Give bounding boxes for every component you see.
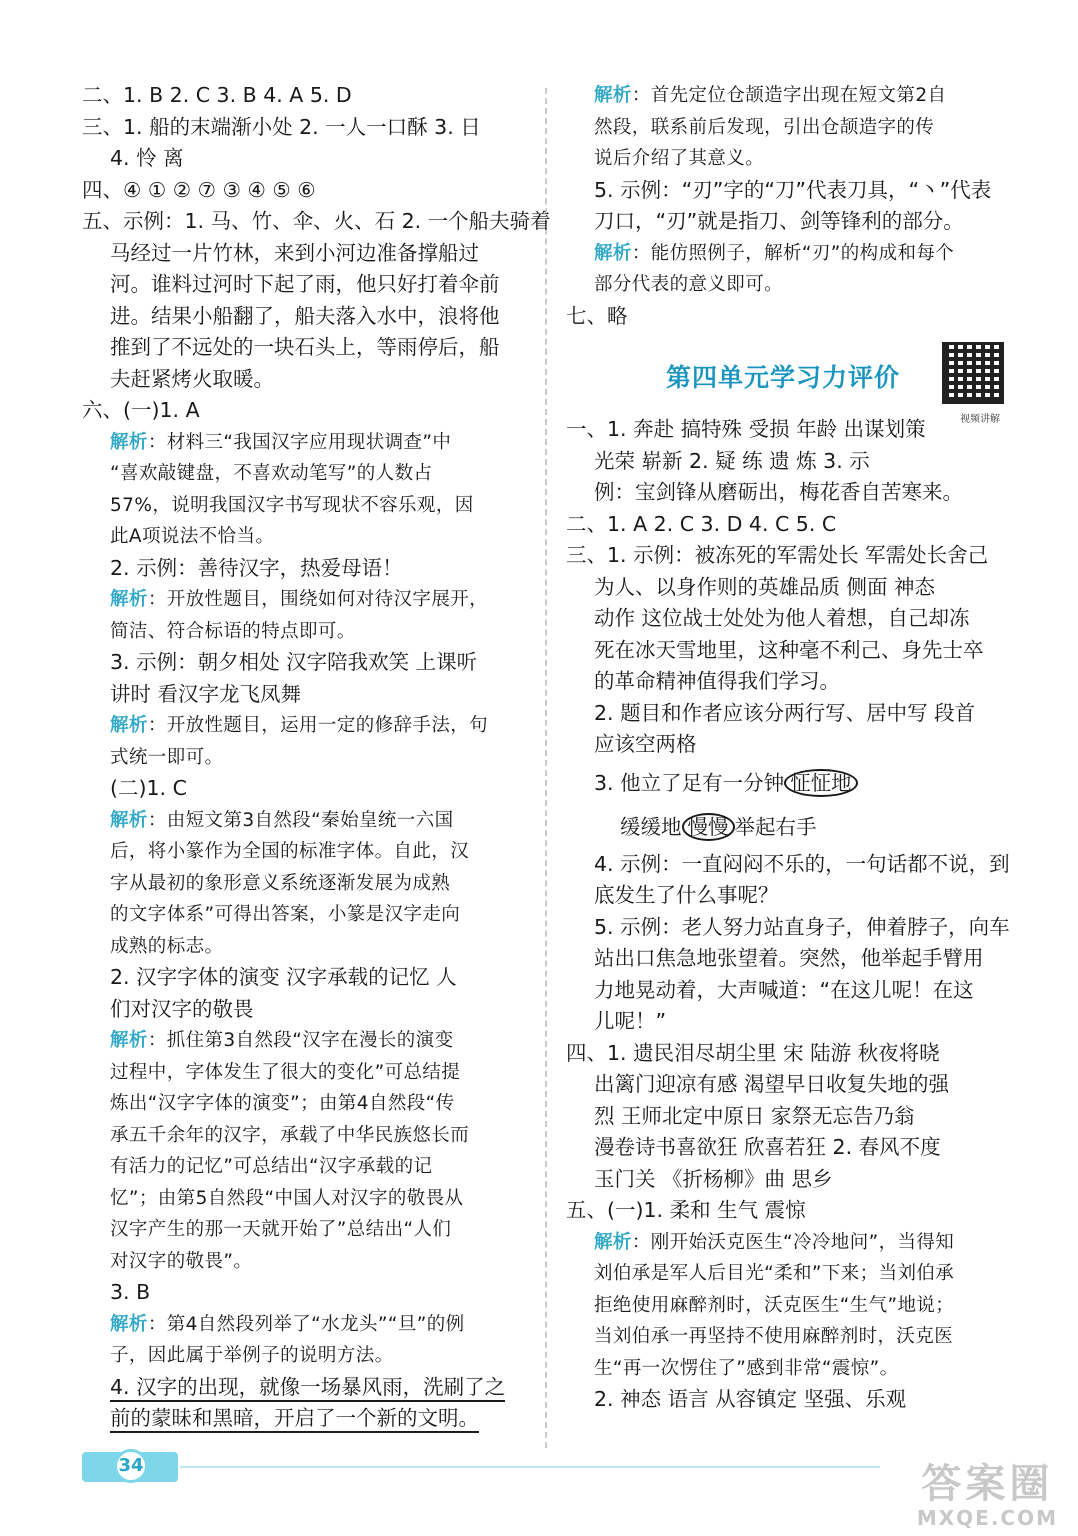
answer-line: [566, 1384, 1014, 1416]
answer-text: 2. 题目和作者应该分两行写、居中写 段首: [594, 700, 976, 725]
answer-line: [82, 1246, 522, 1278]
answer-line: [566, 880, 1014, 912]
answer-text: 七、略: [566, 303, 628, 328]
answer-line: [82, 301, 522, 333]
answer-line: [82, 1277, 522, 1309]
answer-text: 四、④ ① ② ⑦ ③ ④ ⑤ ⑥: [82, 177, 316, 202]
analysis-tag: 解析: [594, 242, 632, 264]
answer-text: 承五千余年的汉字，承载了中华民族悠长而: [110, 1124, 470, 1146]
answer-text: ：抓住第3自然段“汉字在漫长的演变: [147, 1030, 454, 1051]
answer-line: [566, 1353, 1014, 1385]
answer-text: 3. B: [110, 1280, 151, 1304]
answer-text: 光荣 崭新 2. 疑 练 遗 炼 3. 示: [594, 448, 870, 473]
answer-line: [82, 679, 522, 711]
answer-line: [82, 1372, 522, 1404]
answer-text: 4. 汉字的出现，就像一场暴风雨，洗刷了之: [110, 1375, 505, 1402]
answer-text: 五、(一)1. 柔和 生气 震惊: [566, 1198, 806, 1222]
answer-text: 说后介绍了其意义。: [594, 148, 765, 169]
answer-line: [82, 80, 522, 112]
answer-line: [566, 269, 1014, 301]
answer-text: 讲时 看汉字龙飞凤舞: [110, 681, 302, 706]
answer-line: [82, 112, 522, 144]
answer-line: [82, 836, 522, 868]
answer-text: 拒绝使用麻醉剂时，沃克医生“生气”地说；: [594, 1294, 955, 1316]
answer-text: ：开放性题目，围绕如何对待汉字展开，: [147, 589, 489, 610]
answer-line: [566, 509, 1014, 541]
answer-text: 动作 这位战士处处为他人着想，自己却冻: [594, 606, 970, 630]
answer-line: [566, 446, 1014, 478]
answer-text: 三、1. 示例：被冻死的军需处长 军需处长舍己: [566, 543, 989, 567]
analysis-tag: 解析: [110, 809, 148, 831]
answer-text: 前的蒙昧和黑暗，开启了一个新的文明。: [110, 1406, 479, 1433]
answer-line: [566, 1132, 1014, 1164]
answer-line: [566, 175, 1014, 207]
qr-code-icon[interactable]: [942, 342, 1004, 404]
answer-text: 马经过一片竹林，来到小河边准备撑船过: [110, 240, 479, 265]
answer-text: 三、1. 船的末端渐小处 2. 一人一口酥 3. 日: [82, 114, 481, 139]
answer-text: 子，因此属于举例子的说明方法。: [110, 1345, 394, 1366]
answer-text: 死在冰天雪地里，这种毫不利己、身先士卒: [594, 637, 984, 662]
analysis-tag: 解析: [594, 1231, 632, 1253]
answer-line: [82, 269, 522, 301]
answer-text: 有活力的记忆”可总结出“汉字承载的记: [110, 1156, 433, 1177]
answer-text: 例：宝剑锋从磨砺出，梅花香自苦寒来。: [594, 480, 963, 504]
answer-text: 力地晃动着，大声喊道：“在这儿呢！在这: [594, 977, 974, 1002]
answer-text: 4. 怜 离: [110, 146, 184, 170]
answer-text: 出篱门迎凉有感 渴望早日收复失地的强: [594, 1072, 950, 1096]
answer-line: [82, 395, 522, 427]
answer-line: [566, 301, 1014, 333]
footer-line: [180, 1466, 880, 1468]
answer-text: 的文字体系”可得出答案，小篆是汉字走向: [110, 904, 461, 925]
answer-text: 玉门关 《折杨柳》曲 思乡: [594, 1166, 833, 1191]
answer-text: 当刘伯承一再坚持不使用麻醉剂时，沃克医: [594, 1326, 954, 1347]
answer-text: 为人、以身作则的英雄品质 侧面 神态: [594, 574, 936, 599]
answer-text: 式统一即可。: [110, 746, 224, 768]
answer-line: [82, 458, 522, 490]
answer-text: 刀口，“刃”就是指刀、剑等锋利的部分。: [594, 209, 964, 233]
answer-line: [566, 1164, 1014, 1196]
answer-line: [82, 238, 522, 270]
answer-line: [82, 994, 522, 1026]
answer-line: [566, 112, 1014, 144]
answer-text: 推到了不远处的一块石头上，等雨停后，船: [110, 335, 500, 359]
answer-line: [82, 490, 522, 522]
answer-text: 字从最初的象形意义系统逐渐发展为成熟: [110, 872, 451, 894]
answer-line: [566, 943, 1014, 975]
answer-text: 成熟的标志。: [110, 935, 224, 957]
answer-text: 此A项说法不恰当。: [110, 526, 275, 547]
answer-line: [82, 206, 551, 238]
answer-text: ：第4自然段列举了“水龙头”“旦”的例: [147, 1313, 465, 1335]
answer-text: (二)1. C: [110, 776, 187, 800]
answer-line: [82, 1057, 522, 1089]
answer-text: 2. 神态 语言 从容镇定 坚强、乐观: [594, 1387, 907, 1411]
answer-text: ：刚开始沃克医生“冷冷地问”，当得知: [631, 1231, 955, 1253]
answer-line: [82, 143, 522, 175]
analysis-tag: 解析: [110, 431, 148, 453]
unit-header: [566, 338, 1014, 425]
answer-line: [566, 1321, 1014, 1353]
unit-answers-part2: [566, 849, 1014, 1416]
answer-line: [566, 1038, 1014, 1070]
answer-line: [82, 962, 522, 994]
answer-text: 夫赶紧烤火取暖。: [110, 366, 274, 391]
unit-answers-part1: [566, 414, 1014, 761]
watermark: [917, 1462, 1058, 1530]
answer-text: 对汉字的敬畏”。: [110, 1250, 253, 1272]
answer-text: 炼出“汉字字体的演变”；由第4自然段“传: [110, 1093, 455, 1114]
edit-text: 举起右手: [734, 814, 817, 839]
answer-line: [82, 805, 522, 837]
page-number: 34: [114, 1449, 148, 1483]
answer-line: [82, 1151, 522, 1183]
answer-line: [566, 1290, 1014, 1322]
answer-line: [82, 899, 522, 931]
answer-line: [566, 603, 1014, 635]
answer-line: [82, 742, 522, 774]
edit-text: 缓缓地: [620, 814, 682, 839]
answer-text: 5. 示例：老人努力站直身子，伸着脖子，向车: [594, 914, 1010, 939]
answer-line: [566, 1069, 1014, 1101]
analysis-tag: 解析: [110, 589, 148, 610]
answer-line: [566, 143, 1014, 175]
answer-text: 汉字产生的那一天就开始了”总结出“人们: [110, 1219, 452, 1240]
analysis-tag: 解析: [110, 1030, 148, 1051]
answer-line: [566, 1101, 1014, 1133]
answer-text: 过程中，字体发生了很大的变化”可总结提: [110, 1061, 461, 1083]
answer-text: 忆”；由第5自然段“中国人对汉字的敬畏从: [110, 1187, 464, 1209]
answer-line: [82, 364, 522, 396]
answer-line: [566, 849, 1014, 881]
answer-text: 生“再一次愣住了”感到非常“震惊”。: [594, 1357, 899, 1379]
answer-text: 2. 示例：善待汉字，热爱母语！: [110, 555, 403, 580]
answer-text: 站出口焦急地张望着。突然，他举起手臂用: [594, 946, 984, 970]
analysis-tag: 解析: [110, 1313, 148, 1335]
edit-circled-word: 怔怔地: [784, 769, 858, 797]
answer-line: [82, 427, 522, 459]
answer-text: 后，将小篆作为全国的标准字体。自此，汉: [110, 841, 470, 862]
answer-text: 3. 示例：朝夕相处 汉字陪我欢笑 上课听: [110, 650, 478, 674]
answer-line: [566, 572, 1014, 604]
answer-line: [566, 238, 1014, 270]
answer-line: [566, 414, 1014, 446]
answer-line: [566, 1006, 1014, 1038]
answer-text: 部分代表的意义即可。: [594, 274, 784, 295]
answer-text: 烈 王师北定中原日 家祭无忘告乃翁: [594, 1103, 915, 1128]
answer-line: [82, 1025, 522, 1057]
answer-text: 2. 汉字字体的演变 汉字承载的记忆 人: [110, 965, 457, 989]
answer-line: [82, 710, 522, 742]
watermark-cn: 答案圈: [921, 1461, 1054, 1507]
answer-text: 进。结果小船翻了，船夫落入水中，浪将他: [110, 303, 500, 328]
edit-circled-word: 慢慢: [682, 813, 735, 841]
answer-text: ：开放性题目，运用一定的修辞手法，句: [147, 715, 489, 736]
unit-title: 第四单元学习力评价: [666, 363, 901, 392]
answer-line: [82, 1309, 522, 1341]
watermark-en: MXQE.COM: [916, 1506, 1058, 1530]
answer-text: 儿呢！”: [594, 1009, 667, 1033]
answer-line: [82, 1340, 522, 1372]
answer-line: [82, 332, 522, 364]
answer-line: [82, 773, 522, 805]
answer-line: [566, 1258, 1014, 1290]
answer-line: [566, 540, 1014, 572]
answer-text: 4. 示例：一直闷闷不乐的，一句话都不说，到: [594, 851, 1010, 876]
left-column: [82, 80, 551, 1435]
answer-text: ：材料三“我国汉字应用现状调查”中: [147, 431, 452, 453]
answer-line: [82, 931, 522, 963]
answer-line: [566, 80, 1014, 112]
answer-line: [82, 521, 522, 553]
edit-text: 立了足有一分钟: [640, 770, 785, 795]
answer-text: 57%，说明我国汉字书写现状不容乐观，因: [110, 494, 474, 516]
answer-line: [82, 1183, 522, 1215]
answer-line: [82, 616, 522, 648]
answer-text: 二、1. B 2. C 3. B 4. A 5. D: [82, 83, 352, 107]
qr-label: 视频讲解: [960, 414, 1000, 425]
answer-text: ：首先定位仓颉造字出现在短文第2自: [631, 85, 947, 106]
answer-line: [566, 729, 1014, 761]
answer-line: [566, 666, 1014, 698]
answer-line: [566, 635, 1014, 667]
answer-line: [566, 912, 1014, 944]
answer-line: [82, 1120, 522, 1152]
analysis-tag: 解析: [110, 715, 148, 736]
answer-text: 漫卷诗书喜欲狂 欣喜若狂 2. 春风不度: [594, 1135, 941, 1159]
answer-text: 河。谁料过河时下起了雨，他只好打着伞前: [110, 272, 500, 296]
answer-line: [566, 477, 1014, 509]
answer-line: [566, 1195, 1014, 1227]
answer-text: 底发生了什么事呢？: [594, 883, 779, 907]
answer-line: [82, 1403, 522, 1435]
answer-text: 应该空两格: [594, 732, 697, 756]
edit-mark-line-1: [566, 761, 1014, 805]
edit-mark-line-2: [566, 805, 1014, 849]
answer-line: [82, 868, 522, 900]
answer-text: 们对汉字的敬畏: [110, 996, 254, 1021]
answer-line: [82, 1088, 522, 1120]
answer-line: [566, 698, 1014, 730]
answer-text: 一、1. 奔赴 搞特殊 受损 年龄 出谋划策: [566, 417, 926, 441]
answer-line: [82, 1214, 522, 1246]
answer-text: “喜欢敲键盘，不喜欢动笔写”的人数占: [110, 463, 433, 484]
answer-line: [566, 1227, 1014, 1259]
answer-text: ：能仿照例子，解析“刃”的构成和每个: [631, 242, 955, 264]
answer-line: [82, 553, 522, 585]
answer-text: 刘伯承是军人后目光“柔和”下来；当刘伯承: [594, 1263, 955, 1284]
answer-line: [82, 647, 522, 679]
answer-text: ：由短文第3自然段“秦始皇统一六国: [147, 809, 454, 831]
answer-text: 五、示例：1. 马、竹、伞、火、石 2. 一个船夫骑着: [82, 209, 551, 233]
answer-text: 简洁、符合标语的特点即可。: [110, 620, 356, 642]
answer-text: 5. 示例：“刃”字的“刀”代表刀具，“丶”代表: [594, 177, 992, 202]
right-top-answers: [566, 80, 1014, 332]
answer-text: 四、1. 遗民泪尽胡尘里 宋 陆游 秋夜将晓: [566, 1040, 940, 1065]
answer-text: 二、1. A 2. C 3. D 4. C 5. C: [566, 511, 837, 536]
column-divider: [545, 88, 547, 1448]
answer-line: [82, 175, 522, 207]
edit-text: 3. 他: [594, 770, 641, 795]
right-column: [566, 80, 1014, 1416]
answer-line: [82, 584, 522, 616]
answer-line: [566, 975, 1014, 1007]
answer-text: 的革命精神值得我们学习。: [594, 669, 840, 693]
answer-line: [566, 206, 1014, 238]
analysis-tag: 解析: [594, 85, 632, 106]
answer-text: 六、(一)1. A: [82, 398, 200, 422]
answer-text: 然段，联系前后发现，引出仓颉造字的传: [594, 116, 935, 138]
